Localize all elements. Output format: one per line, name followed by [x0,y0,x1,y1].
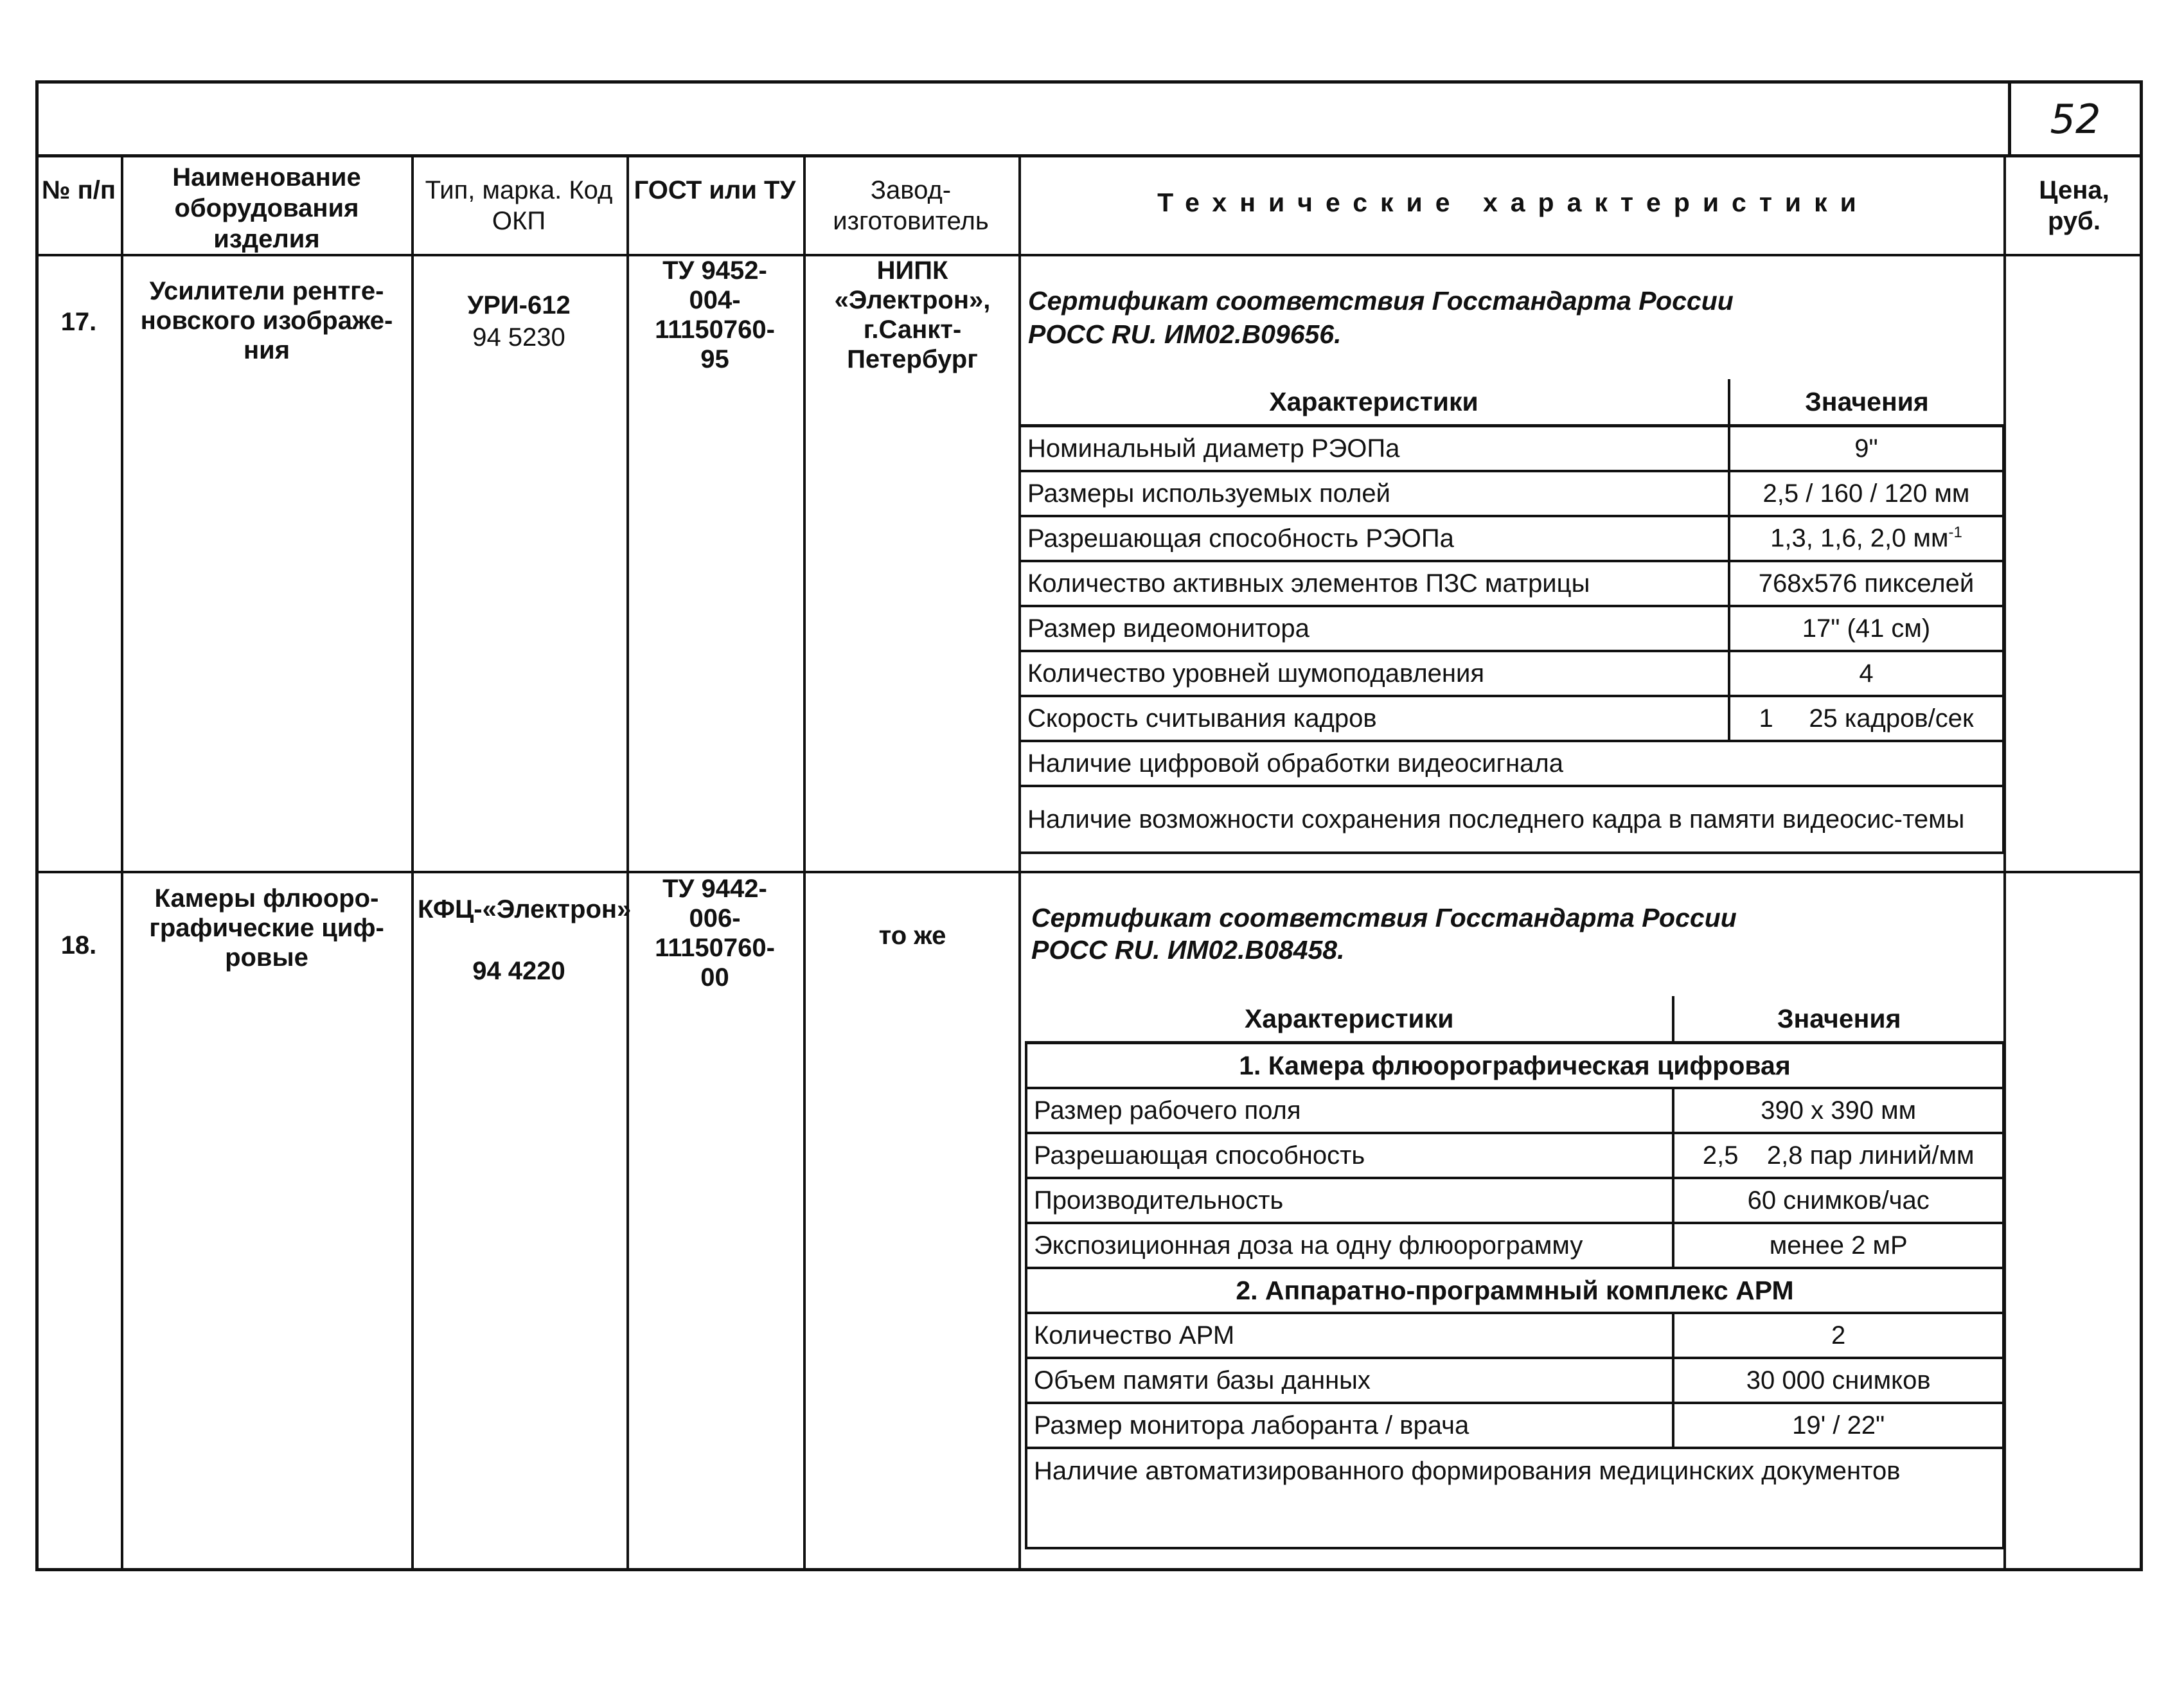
item-17-cert-line1: Сертификат соответствия Госстандарта России [1028,286,1734,316]
spec-char: Размер рабочего поля [1026,1088,1673,1133]
col-sep-2 [411,154,414,1571]
spec-table-header [1026,996,2003,1043]
spec-value: 2,5 / 160 / 120 мм [1729,471,2003,516]
spec-char: Размеры используемых полей [1020,471,1729,516]
table-row [1026,1448,2003,1548]
spec-char: Разрешающая способность РЭОПа [1020,516,1729,561]
item-17-type: УРИ-612 [467,291,571,319]
spec-section-row [1026,1043,2003,1089]
spec-section-title: 1. Камера флюорографическая цифровая [1026,1043,2003,1089]
spec-char: Объем памяти базы данных [1026,1358,1673,1403]
table-row [1026,1088,2003,1133]
spec-value-header: Значения [1673,996,2003,1043]
table-row [1020,561,2003,606]
table-row [1026,1178,2003,1223]
spec-char: Производительность [1026,1178,1673,1223]
item-17-okp: 94 5230 [472,323,565,352]
spec-note: Наличие цифровой обработки видеосигнала [1020,741,2003,786]
header-num: № п/п [41,176,116,204]
spec-char-header: Характеристики [1020,379,1729,426]
spec-char: Экспозиционная доза на одну флюорограмму [1026,1223,1673,1268]
item-18-num: 18. [60,931,97,959]
item-17-spec-table [1018,379,2005,854]
item-17-cert-line2: РОСС RU. ИМ02.В09656. [1028,319,1342,349]
item-17-gost: ТУ 9452-004-11150760-95 [655,256,775,373]
item-17-name: Усилители рентге-новского изображе-ния [140,277,393,364]
table-row [1026,1223,2003,1268]
header-type: Тип, марка. Код ОКП [425,176,613,235]
table-row [1020,741,2003,786]
table-row [1026,1133,2003,1178]
table-row [1020,696,2003,741]
spec-value: 9" [1729,426,2003,472]
spec-char: Разрешающая способность [1026,1133,1673,1178]
spec-value: 30 000 снимков [1673,1358,2003,1403]
item-18-spec-table [1025,996,2005,1549]
spec-value: 1 25 кадров/сек [1729,696,2003,741]
page-number: 52 [2050,96,2101,143]
spec-section-title: 2. Аппаратно-программный комплекс АРМ [1026,1268,2003,1313]
spec-char: Номинальный диаметр РЭОПа [1020,426,1729,472]
col-sep-4 [803,154,806,1571]
header-price: Цена, руб. [2039,176,2109,235]
spec-char: Размер видеомонитора [1020,606,1729,651]
spec-value: 1,3, 1,6, 2,0 мм [1770,524,1949,553]
spec-char: Количество уровней шумоподавления [1020,651,1729,696]
spec-note: Наличие возможности сохранения последнего кадра в памяти видеосис-темы [1020,786,2003,853]
spec-char: Размер монитора лаборанта / врача [1026,1403,1673,1448]
item-18-cert-line1: Сертификат соответствия Госстандарта России [1031,903,1737,932]
table-row [1020,516,2003,561]
spec-value: 2 [1673,1313,2003,1358]
col-sep-5 [1018,154,1021,1571]
spec-value: 390 х 390 мм [1673,1088,2003,1133]
spec-char: Количество активных элементов ПЗС матрицы [1020,561,1729,606]
spec-char: Скорость считывания кадров [1020,696,1729,741]
col-sep-1 [121,154,123,1571]
table-row [1020,786,2003,853]
item-separator [35,871,2143,873]
spec-value: 768х576 пикселей [1729,561,2003,606]
table-row [1020,651,2003,696]
header-maker: Завод-изготовитель [833,176,989,235]
spec-value-cell [1729,516,2003,561]
table-row [1026,1403,2003,1448]
spec-char: Количество АРМ [1026,1313,1673,1358]
header-top-rule [35,154,2143,157]
item-17-maker: НИПК «Электрон», г.Санкт-Петербург [834,256,991,373]
spec-section-row [1026,1268,2003,1313]
spec-value-header: Значения [1729,379,2003,426]
item-18-name: Камеры флюоро-графические циф-ровые [149,884,384,972]
table-row [1020,606,2003,651]
header-tech: Технические характеристики [1157,188,1869,217]
col-sep-3 [626,154,629,1571]
spec-value: 19' / 22" [1673,1403,2003,1448]
spec-value: 4 [1729,651,2003,696]
item-17-num: 17. [60,308,97,336]
spec-value: 17" (41 см) [1729,606,2003,651]
header-name: Наименование оборудования изделия [172,163,361,253]
spec-value: 60 снимков/час [1673,1178,2003,1223]
item-18-cert-line2: РОСС RU. ИМ02.В08458. [1031,935,1345,965]
spec-value: 2,5 2,8 пар линий/мм [1673,1133,2003,1178]
table-row [1020,471,2003,516]
item-18-okp: 94 4220 [472,957,565,985]
item-18-type: КФЦ-«Электрон» [418,895,632,923]
item-18-gost: ТУ 9442-006-11150760-00 [655,875,775,992]
item-18-maker: то же [878,922,946,950]
spec-note: Наличие автоматизированного формирования медицинских документов [1026,1448,2003,1548]
spec-char-header: Характеристики [1026,996,1673,1043]
table-row [1026,1313,2003,1358]
spec-table-header [1020,379,2003,426]
header-gost: ГОСТ или ТУ [634,176,796,204]
table-row [1020,426,2003,472]
spec-value-exponent: -1 [1948,524,1962,542]
table-row [1026,1358,2003,1403]
spec-value: менее 2 мР [1673,1223,2003,1268]
